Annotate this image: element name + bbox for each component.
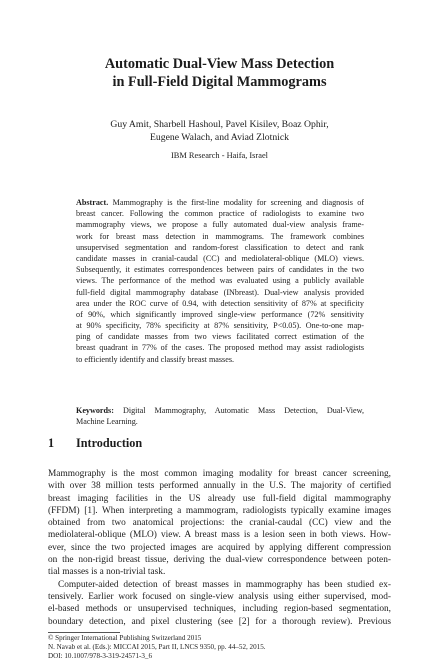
affiliation: IBM Research - Haifa, Israel: [171, 151, 268, 160]
copyright-footer: [48, 634, 266, 661]
abstract-line: mammography views, we propose a fully automated dual-view analysis frame-: [76, 220, 364, 230]
abstract-label: Abstract.: [76, 198, 109, 207]
title-line: Automatic Dual-View Mass Detection: [104, 56, 335, 72]
author-list: [40, 118, 399, 144]
abstract-text: Mammography is the first-line modality for screening and diagnosis of: [112, 198, 364, 207]
body-line: breast imaging facilities in the US already use full-field digital mammography: [48, 493, 391, 504]
body-line: obtained from two anatomical projections: the cranial-caudal (CC) view and the: [48, 518, 391, 529]
footer-line: DOI: 10.1007/978-3-319-24571-3_6: [48, 651, 153, 660]
footer-line: © Springer International Publishing Switzerland 2015: [48, 634, 202, 642]
body-line: (FFDM) [1]. When interpreting a mammogram, radiologists typically examine images: [48, 505, 391, 516]
footnote-rule: [48, 632, 120, 633]
abstract-line: at 90% specificity, 78% specificity at 87% sensitivity, P<0.05). One-to-one map-: [76, 321, 364, 331]
keywords-text: Digital Mammography, Automatic Mass Detection, Dual-View,: [122, 406, 364, 415]
abstract-line: breast cancer. Following the common practice of radiologists to examine two: [76, 209, 364, 219]
abstract-line: full-field digital mammography database (INbreast). Dual-view analysis provided: [76, 287, 364, 297]
body-line: on the non-rigid breast tissue, deriving the dual-view correspondence between poten-: [48, 555, 391, 566]
keywords-line: [76, 405, 364, 416]
title-line: in Full-Field Digital Mammograms: [112, 74, 327, 90]
abstract-line: of 90%, which significantly improved single-view performance (72% sensitivity: [76, 309, 364, 319]
abstract-line: area under the ROC curve of 0.94, with detection sensitivity of 87% at specificity: [76, 298, 364, 308]
abstract-line: unsupervised segmentation and random-forest classification to detect and rank: [76, 242, 364, 252]
section-number: 1: [48, 436, 55, 450]
body-line: mediolateral-oblique (MLO) view. A breast mass is a lesion seen in both views. How-: [48, 530, 391, 541]
body-line: ever, since the two projected images are acquired by applying different compression: [48, 542, 391, 553]
section-title: Introduction: [76, 436, 143, 450]
author-line: Guy Amit, Sharbell Hashoul, Pavel Kisilev, Boaz Ophir,: [110, 119, 329, 130]
body-line: Computer-aided detection of breast masses in mammography has been studied ex-: [58, 579, 391, 590]
abstract-line: Subsequently, it estimates correspondences between pairs of candidates in the two: [76, 265, 364, 275]
section-heading: [48, 436, 142, 451]
abstract-line: views. The performance of the method was evaluated using a publicly available: [76, 276, 364, 286]
keywords: [76, 405, 364, 427]
body-line: tial masses is a non-trivial task.: [48, 567, 166, 578]
paper-title: [40, 55, 399, 91]
abstract-line: [76, 197, 364, 208]
body-line: tensively. Earlier work focused on single-view analysis using either supervised, mod-: [48, 591, 391, 602]
keywords-line: Machine Learning.: [76, 417, 138, 427]
keywords-label: Keywords:: [76, 406, 114, 415]
abstract-line: breast quadrant in 77% of the cases. The proposed method may assist radiologists: [76, 343, 364, 353]
body-line: el-based methods or unsupervised techniques, including region-based segmentation,: [48, 604, 391, 615]
body-line: with over 38 million tests performed annually in the U.S. The majority of certified: [48, 481, 391, 492]
footer-line: N. Navab et al. (Eds.): MICCAI 2015, Part II, LNCS 9350, pp. 44–52, 2015.: [48, 642, 266, 651]
author-line: Eugene Walach, and Aviad Zlotnick: [149, 132, 289, 143]
body-line: Mammography is the most common imaging modality for breast cancer screening,: [48, 469, 391, 479]
abstract-line: to efficiently identify and classify breast masses.: [76, 354, 235, 364]
abstract-line: ping of candidate masses from two views facilitated correct estimation of the: [76, 332, 364, 342]
body-line: boundary detection, and pixel clustering (see [2] for a thorough review). Previous: [48, 616, 391, 627]
abstract-line: candidate masses in cranial-caudal (CC) and mediolateral-oblique (MLO) views.: [76, 253, 364, 263]
abstract-line: work for breast mass detection in mammograms. The framework combines: [76, 231, 364, 241]
body-text: [48, 468, 391, 628]
abstract: [76, 197, 364, 365]
